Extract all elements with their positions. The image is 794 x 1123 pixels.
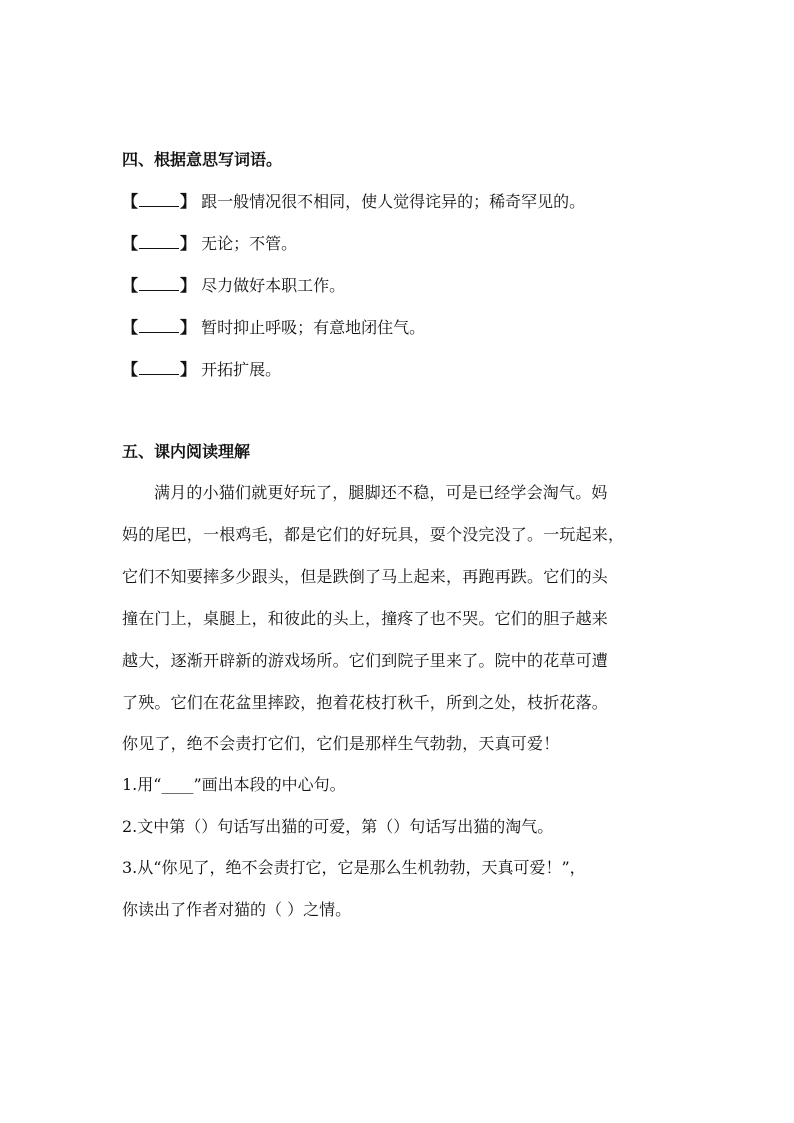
answer-blank[interactable]: [139, 192, 179, 207]
right-bracket: 】: [180, 360, 197, 379]
passage-line: 它们不知要摔多少跟头，但是跌倒了马上起来，再跑再跌。它们的头: [122, 567, 609, 586]
vocab-item-3: [122, 276, 345, 296]
passage-line: 撞在门上，桌腿上，和彼此的头上，撞疼了也不哭。它们的胆子越来: [122, 609, 609, 628]
vocab-definition: 暂时抑止呼吸；有意地闭住气。: [201, 318, 426, 337]
left-bracket: 【: [122, 276, 139, 295]
answer-blank[interactable]: [139, 360, 179, 375]
left-bracket: 【: [122, 234, 139, 253]
passage-line: 了殃。它们在花盆里摔跤，抱着花枝打秋千，所到之处，枝折花落。: [122, 693, 609, 712]
left-bracket: 【: [122, 318, 139, 337]
vocab-definition: 尽力做好本职工作。: [201, 276, 346, 295]
passage-line: 满月的小猫们就更好玩了，腿脚还不稳，可是已经学会淘气。妈: [154, 483, 608, 502]
question-3: 3.从“你见了，绝不会责打它，它是那么生机勃勃，天真可爱！”，: [122, 858, 586, 877]
answer-blank[interactable]: [139, 318, 179, 333]
right-bracket: 】: [180, 276, 197, 295]
question-3-continuation: 你读出了作者对猫的（ ）之情。: [122, 900, 352, 919]
answer-blank[interactable]: [139, 234, 179, 249]
question-1: 1.用“____”画出本段的中心句。: [122, 775, 346, 794]
section-4-heading: 四、根据意思写词语。: [122, 150, 283, 169]
vocab-definition: 无论；不管。: [201, 234, 298, 253]
passage-line: 越大，逐渐开辟新的游戏场所。它们到院子里来了。院中的花草可遭: [122, 651, 609, 670]
answer-blank[interactable]: [139, 276, 179, 291]
vocab-item-4: [122, 318, 425, 338]
vocab-definition: 开拓扩展。: [201, 360, 282, 379]
left-bracket: 【: [122, 192, 139, 211]
passage-line: 妈的尾巴，一根鸡毛，都是它们的好玩具，耍个没完没了。一玩起来，: [122, 525, 625, 544]
left-bracket: 【: [122, 360, 139, 379]
passage-line: 你见了，绝不会责打它们，它们是那样生气勃勃，天真可爱！: [122, 734, 560, 753]
vocab-item-2: [122, 234, 297, 254]
right-bracket: 】: [180, 234, 197, 253]
vocab-item-1: [122, 192, 585, 212]
question-2: 2.文中第（）句话写出猫的可爱，第（）句话写出猫的淘气。: [122, 817, 554, 836]
right-bracket: 】: [180, 192, 197, 211]
right-bracket: 】: [180, 318, 197, 337]
section-5-heading: 五、课内阅读理解: [122, 442, 251, 461]
vocab-item-5: [122, 360, 281, 380]
vocab-definition: 跟一般情况很不相同，使人觉得诧异的；稀奇罕见的。: [201, 192, 586, 211]
